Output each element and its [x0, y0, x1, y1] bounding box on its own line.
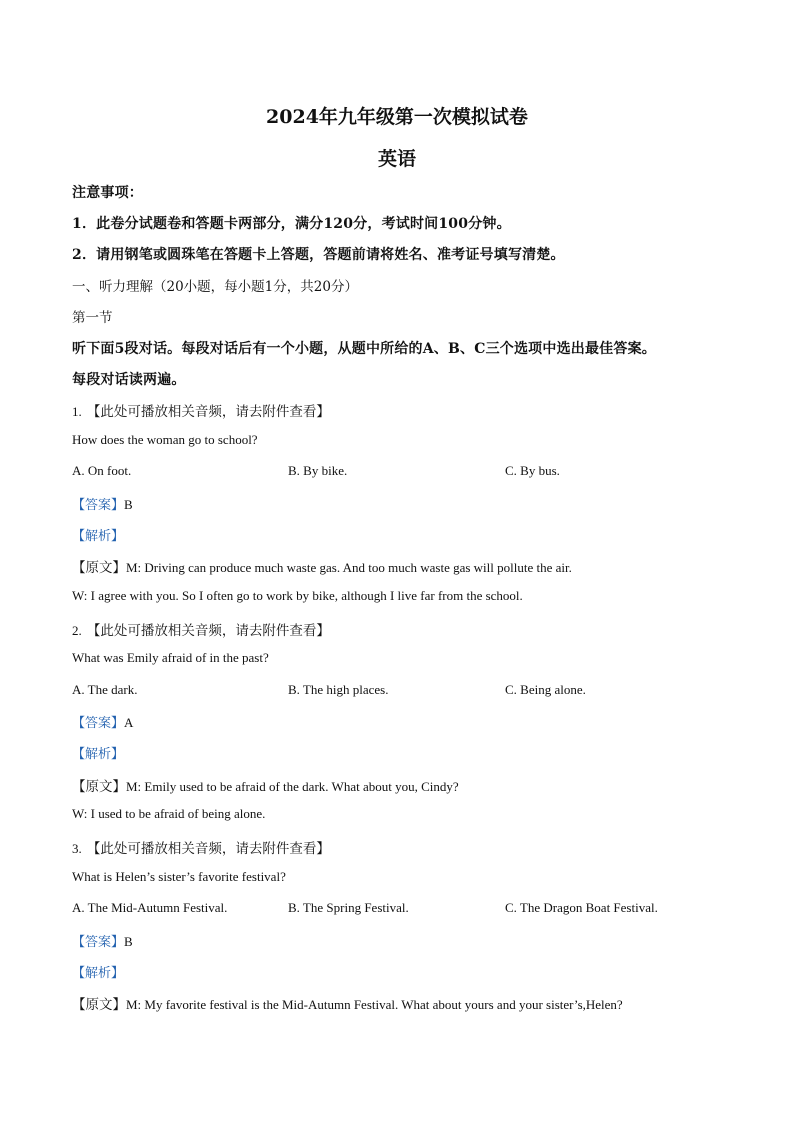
question-1-transcript-line-1 — [72, 556, 572, 576]
question-3-text: What is Helen’s sister’s favorite festival? — [72, 869, 286, 884]
exam-subject: 英语 — [377, 148, 416, 170]
question-1-answer — [72, 494, 133, 513]
question-3-option-a: A. The Mid-Autumn Festival. — [72, 900, 228, 915]
answer-value: B — [124, 934, 133, 949]
question-1-analysis — [72, 525, 124, 544]
analysis-label: 【解析】 — [72, 529, 125, 544]
instruction-line-2: 每段对话读两遍。 — [72, 372, 186, 388]
part-title: 一、听力理解（20小题，每小题1分，共20分） — [72, 279, 358, 295]
question-number: 2. — [72, 623, 82, 638]
question-1-option-b: B. By bike. — [288, 463, 348, 478]
audio-placeholder: 【此处可播放相关音频，请去附件查看】 — [86, 404, 330, 420]
transcript-text: M: Driving can produce much waste gas. And too much waste gas will pollute the air. — [126, 560, 572, 575]
audio-placeholder: 【此处可播放相关音频，请去附件查看】 — [86, 623, 330, 639]
answer-label: 【答案】 — [72, 498, 125, 513]
question-3-option-b: B. The Spring Festival. — [288, 900, 409, 915]
transcript-label: 【原文】 — [72, 560, 126, 576]
question-number: 3. — [72, 841, 82, 856]
audio-placeholder: 【此处可播放相关音频，请去附件查看】 — [86, 841, 330, 857]
question-3-option-c: C. The Dragon Boat Festival. — [505, 900, 658, 915]
notes-item-1: 1．此卷分试题卷和答题卡两部分，满分120分，考试时间100分钟。 — [72, 216, 511, 232]
question-2-text: What was Emily afraid of in the past? — [72, 650, 269, 665]
answer-value: B — [124, 497, 133, 512]
question-number: 1. — [72, 404, 82, 419]
transcript-label: 【原文】 — [72, 779, 126, 795]
question-2-analysis — [72, 743, 124, 762]
answer-value: A — [124, 715, 134, 730]
question-3-answer — [72, 931, 133, 950]
transcript-text: M: My favorite festival is the Mid-Autumn Festival. What about yours and your sister’s,Helen? — [126, 997, 623, 1012]
instruction-line-1: 听下面5段对话。每段对话后有一个小题，从题中所给的A、B、C三个选项中选出最佳答案。 — [72, 341, 656, 357]
question-1-transcript-line-2: W: I agree with you. So I often go to work by bike, although I live far from the school. — [72, 588, 523, 603]
question-3-header — [72, 837, 330, 857]
question-2-header — [72, 619, 330, 639]
question-2-option-b: B. The high places. — [288, 682, 389, 697]
question-2-transcript-line-2: W: I used to be afraid of being alone. — [72, 806, 266, 821]
transcript-label: 【原文】 — [72, 997, 126, 1013]
question-1-option-c: C. By bus. — [505, 463, 560, 478]
question-2-option-c: C. Being alone. — [505, 682, 586, 697]
answer-label: 【答案】 — [72, 935, 125, 950]
exam-title: 2024年九年级第一次模拟试卷 — [266, 106, 528, 128]
question-2-option-a: A. The dark. — [72, 682, 138, 697]
question-3-analysis — [72, 962, 124, 981]
subsection-title: 第一节 — [72, 310, 113, 326]
analysis-label: 【解析】 — [72, 747, 125, 762]
question-3-transcript-line-1 — [72, 993, 623, 1013]
notes-heading: 注意事项： — [72, 185, 143, 201]
question-1-header — [72, 400, 330, 420]
notes-item-2: 2．请用钢笔或圆珠笔在答题卡上答题，答题前请将姓名、准考证号填写清楚。 — [72, 247, 565, 263]
analysis-label: 【解析】 — [72, 966, 125, 981]
question-2-transcript-line-1 — [72, 775, 459, 795]
question-1-option-a: A. On foot. — [72, 463, 132, 478]
answer-label: 【答案】 — [72, 716, 125, 731]
question-2-answer — [72, 712, 133, 731]
transcript-text: M: Emily used to be afraid of the dark. What about you, Cindy? — [126, 779, 459, 794]
question-1-text: How does the woman go to school? — [72, 432, 258, 447]
